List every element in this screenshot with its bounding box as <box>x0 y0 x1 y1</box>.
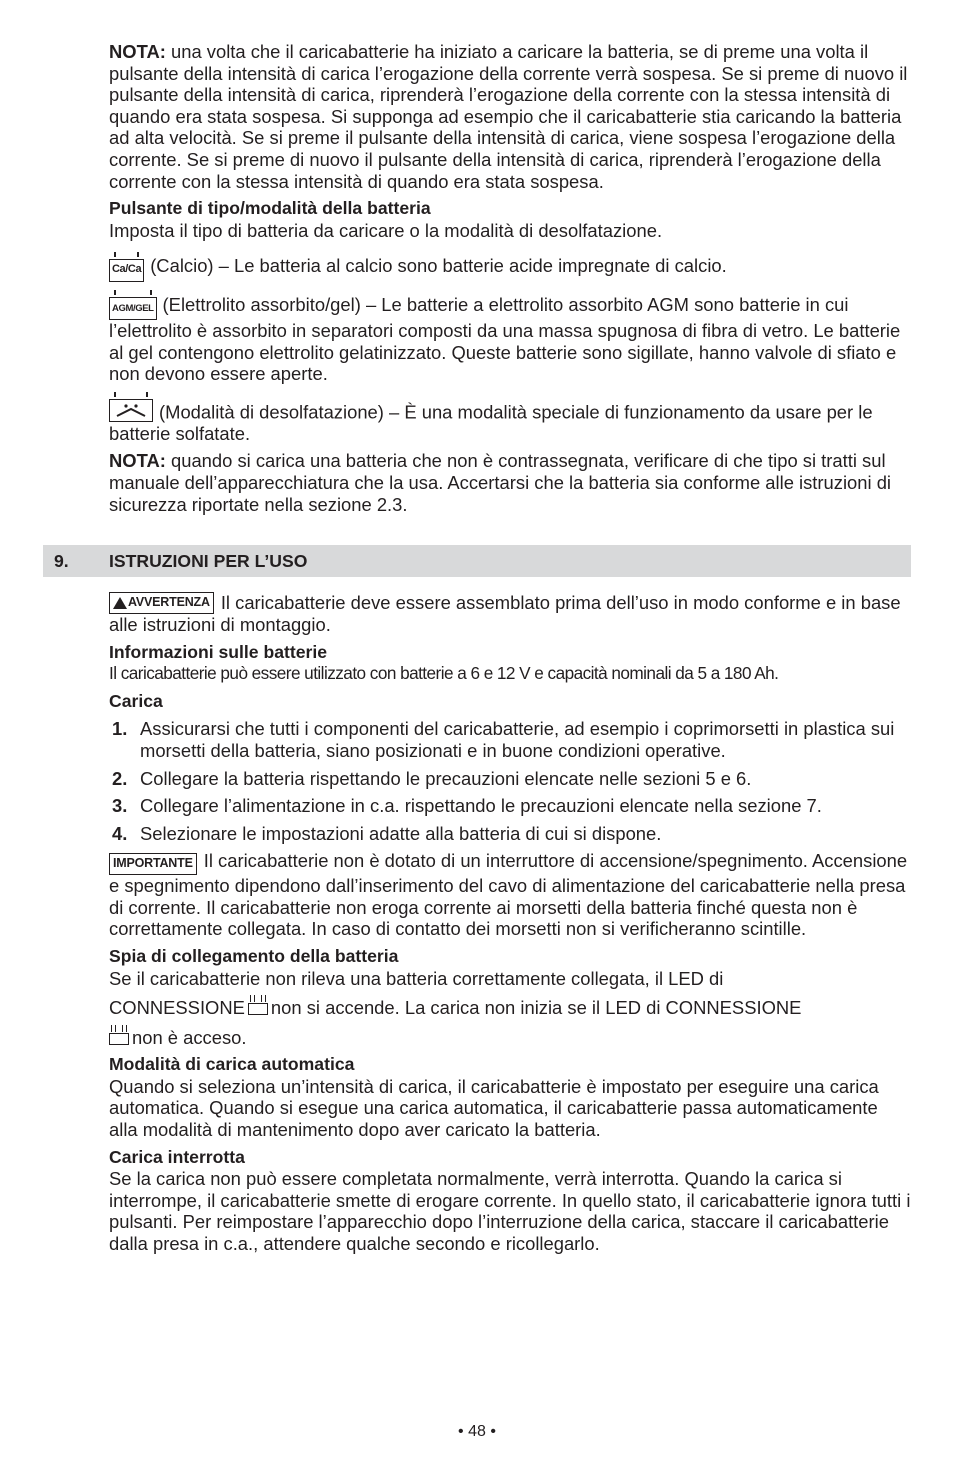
section-number: 9. <box>54 550 69 571</box>
connection-led-icon <box>109 1033 129 1045</box>
interrotta-text: Se la carica non può essere completata normalmente, verrà interrotta. Quando la carica si interrompe, il caricabatterie smette di erogare corrente. In quello stato, il caricabatterie ignora tutti i pulsanti. Per reimpostare l’apparecchio dopo l’interruzione della carica, staccare il caricabatterie dalla presa in c.a., attendere qualche secondo e ricollegarlo. <box>109 1168 911 1255</box>
avvertenza-paragraph <box>109 592 911 636</box>
page-number: • 48 • <box>458 1423 496 1440</box>
warning-tag <box>109 592 214 614</box>
important-tag: IMPORTANTE <box>109 853 197 875</box>
nota-label-2: NOTA: <box>109 450 166 472</box>
carica-steps <box>109 718 911 844</box>
spia-line-1: Se il caricabatterie non rileva una batteria correttamente collegata, il LED di <box>109 967 724 989</box>
interrotta-heading: Carica interrotta <box>109 1146 245 1167</box>
nota-label: NOTA: <box>109 41 166 62</box>
list-item <box>109 768 911 790</box>
list-item <box>109 718 911 761</box>
step-number: 2. <box>112 767 128 789</box>
step-text: Assicurarsi che tutti i componenti del caricabatterie, ad esempio i coprimorsetti in plastica sui morsetti della batteria, siano posizionati e in buone condizioni operative. <box>140 718 895 761</box>
spia-line-3 <box>109 1027 911 1049</box>
calcium-battery-icon: Ca/Ca <box>109 259 144 282</box>
importante-paragraph <box>109 850 911 940</box>
list-item <box>109 795 911 817</box>
step-text: Collegare la batteria rispettando le precauzioni elencate nelle sezioni 5 e 6. <box>140 767 752 789</box>
importante-text: Il caricabatterie non è dotato di un interruttore di accensione/spegnimento. Accensione e spegnimento dipendono dall’inserimento del cavo di alimentazione del caricabatterie nella presa di corrente. Il caricabatterie non eroga corrente ai morsetti della batteria finché questa non è correttamente collegata. In caso di contatto dei morsetti non si verificheranno scintille. <box>109 850 908 940</box>
auto-heading: Modalità di carica automatica <box>109 1054 355 1075</box>
carica-heading: Carica <box>109 690 163 711</box>
nota-text: una volta che il caricabatterie ha iniziato a caricare la batteria, se di preme una volta il pulsante della intensità di carica l’erogazione della corrente verrà sospesa. Se si preme di nuovo il pulsante della intensità di carica, riprenderà l’erogazione della corrente con la stessa intensità di quando era stata sospesa. Si supponga ad esempio che il caricabatterie stia caricando la batteria ad alta velocità. Se si preme il pulsante della intensità di carica, viene sospesa l’erogazione della corrente. Se si preme di nuovo il pulsante della intensità di carica, riprenderà l’erogazione della corrente con la stessa intensità di quando era stata sospesa. <box>109 41 908 192</box>
desolf-text: (Modalità di desolfatazione) – È una modalità speciale di funzionamento da usare per le batterie solfatate. <box>109 401 873 444</box>
nota-text-2: quando si carica una batteria che non è contrassegnata, verificare di che tipo si tratti sul manuale dell’apparecchiatura che la usa. Accertarsi che la batteria sia conforme alle istruzioni di sicurezza riportate nella sezione 2.3. <box>109 450 892 515</box>
tipo-text: Imposta il tipo di batteria da caricare o la modalità di desolfatazione. <box>109 219 663 241</box>
upper-column <box>109 41 911 521</box>
step-number: 4. <box>112 822 128 844</box>
lower-column <box>109 592 911 1261</box>
section-header <box>43 545 911 577</box>
spia-line-2 <box>109 997 911 1019</box>
step-number: 1. <box>112 718 128 740</box>
step-number: 3. <box>112 795 128 817</box>
avvertenza-text: Il caricabatterie deve essere assemblato prima dell’uso in modo conforme e in base alle istruzioni di montaggio. <box>109 592 901 635</box>
step-text: Selezionare le impostazioni adatte alla batteria di cui si dispone. <box>140 822 662 844</box>
connessione-label: CONNESSIONE <box>109 997 245 1019</box>
tipo-heading: Pulsante di tipo/modalità della batteria <box>109 198 431 219</box>
agm-gel-battery-icon: AGM/GEL <box>109 297 157 320</box>
agm-paragraph <box>109 294 911 385</box>
desolf-paragraph <box>109 399 911 445</box>
calcio-text: (Calcio) – Le batteria al calcio sono batterie acide impregnate di calcio. <box>150 255 727 277</box>
warning-tag-label: AVVERTENZA <box>128 595 210 610</box>
nota-paragraph-1 <box>109 41 911 192</box>
info-heading: Informazioni sulle batterie <box>109 641 328 662</box>
spia-line-3-text: non è acceso. <box>132 1026 247 1048</box>
spia-line-2-text: non si accende. La carica non inizia se il LED di CONNESSIONE <box>270 997 802 1019</box>
section-title: ISTRUZIONI PER L’USO <box>109 550 308 571</box>
nota-paragraph-2 <box>109 450 911 515</box>
calcio-paragraph <box>109 255 911 281</box>
list-item <box>109 823 911 845</box>
agm-text: (Elettrolito assorbito/gel) – Le batterie a elettrolito assorbito AGM sono batterie in cui l’elettrolito è assorbito in separatori composti da una massa spugnosa di fibra di vetro. Le batterie al gel contengono elettrolito gelatinizzato. Queste batterie sono sigillate, hanno valvole di sfiato e non devono essere aperte. <box>109 293 901 385</box>
warning-triangle-icon <box>113 597 127 609</box>
auto-text: Quando si seleziona un’intensità di carica, il caricabatterie è impostato per eseguire una carica automatica. Quando si esegue una carica automatica, il caricabatterie passa automaticamente alla modalità di mantenimento dopo aver caricato la batteria. <box>109 1075 879 1141</box>
info-text: Il caricabatterie può essere utilizzato con batterie a 6 e 12 V e capacità nominali da 5 a 180 Ah. <box>109 663 779 684</box>
spia-heading: Spia di collegamento della batteria <box>109 945 399 966</box>
desulfation-icon <box>109 399 153 422</box>
connection-led-icon <box>248 1003 268 1015</box>
step-text: Collegare l’alimentazione in c.a. rispettando le precauzioni elencate nella sezione 7. <box>140 795 822 817</box>
